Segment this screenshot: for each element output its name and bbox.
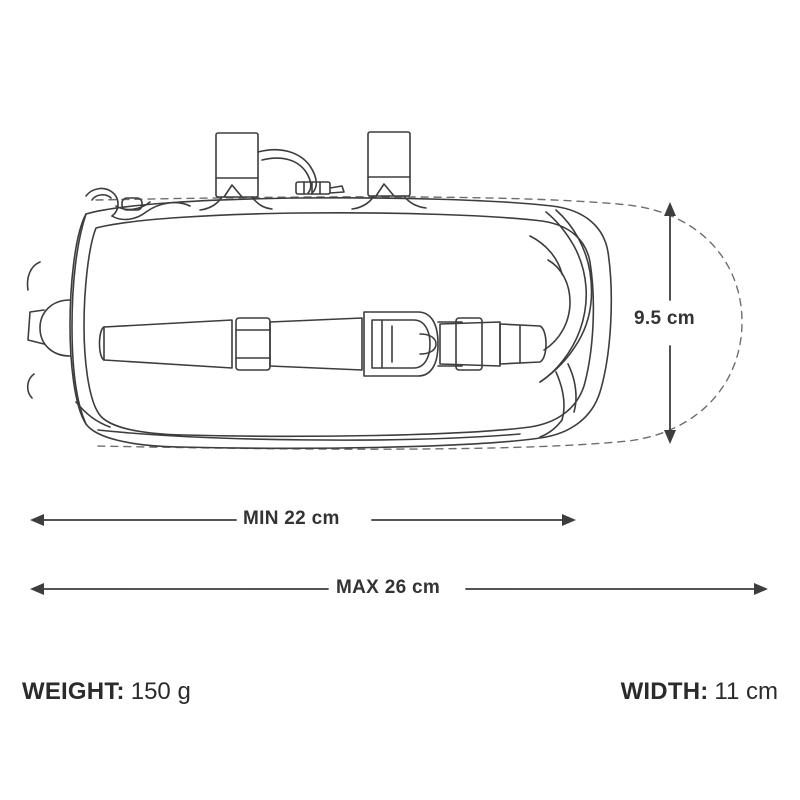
weight-spec: [22, 678, 191, 706]
height-dimension-label: 9.5 cm: [634, 308, 695, 329]
width-spec-value: 11 cm: [714, 678, 778, 705]
bag-body-outline: [28, 198, 612, 448]
spec-row: [0, 678, 800, 712]
roll-closure-detail: [530, 210, 592, 437]
min-width-dimension-label: MIN 22 cm: [243, 508, 340, 529]
max-width-dimension-label: MAX 26 cm: [336, 577, 441, 598]
width-spec-key: WIDTH:: [620, 678, 709, 705]
weight-spec-key: WEIGHT:: [22, 678, 125, 705]
base-seam-detail: [76, 402, 520, 440]
drawcord-toggle: [86, 189, 190, 220]
weight-spec-value: 150 g: [130, 678, 191, 705]
dimension-arrows: [30, 202, 768, 595]
width-spec: [621, 678, 778, 706]
compression-strap-buckle: [100, 312, 547, 376]
